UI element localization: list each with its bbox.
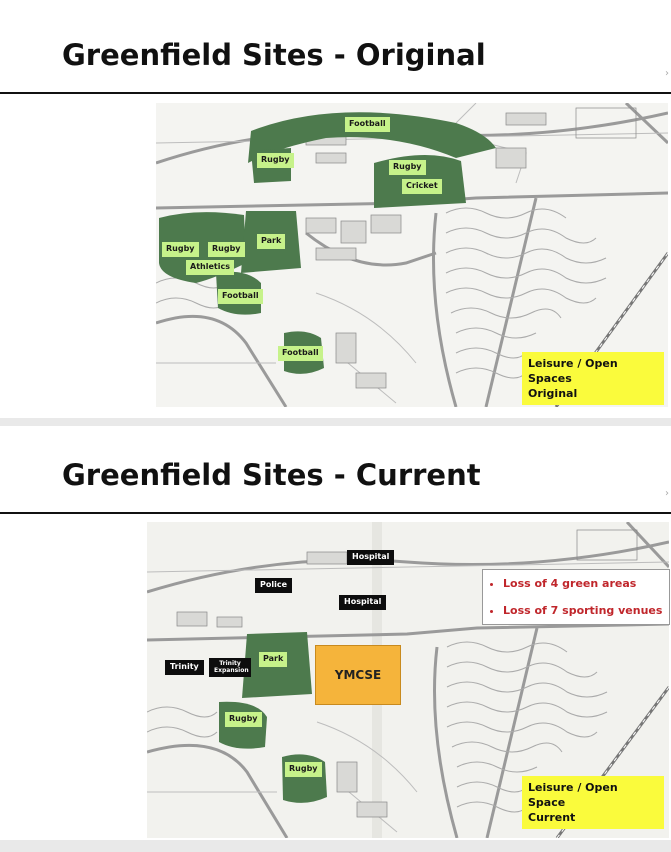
map-label: Park	[257, 234, 285, 249]
title-divider	[0, 512, 671, 514]
loss-note: • Loss of 7 sporting venues	[503, 604, 669, 617]
legend-line: Original	[528, 387, 578, 400]
map-label: Rugby	[225, 712, 262, 727]
map-label: Football	[345, 117, 390, 132]
slide-current	[0, 426, 671, 840]
legend-line: Current	[528, 811, 576, 824]
loss-note: • Loss of 4 green areas	[503, 577, 669, 590]
map-label: Rugby	[257, 153, 294, 168]
loss-notes	[482, 569, 670, 625]
legend-line: Leisure / Open Spaces	[528, 357, 618, 385]
ymcse-development: YMCSE	[315, 645, 401, 705]
map-label: Trinity Expansion	[209, 658, 251, 677]
map-label: Rugby	[208, 242, 245, 257]
map-label: Athletics	[186, 260, 234, 275]
map-label: Rugby	[389, 160, 426, 175]
map-legend	[522, 352, 664, 405]
slide-title: Greenfield Sites - Current	[62, 458, 481, 492]
map-label: Football	[278, 346, 323, 361]
chevron-right-icon: ›	[665, 68, 669, 79]
slide-title: Greenfield Sites - Original	[62, 38, 486, 72]
map-legend	[522, 776, 664, 829]
map-label: Cricket	[402, 179, 442, 194]
slide-original	[0, 0, 671, 418]
map-label: Rugby	[285, 762, 322, 777]
map-label: Hospital	[339, 595, 386, 610]
map-label: Trinity	[165, 660, 204, 675]
map-label: Police	[255, 578, 292, 593]
map-label: Hospital	[347, 550, 394, 565]
map-label: Park	[259, 652, 287, 667]
title-divider	[0, 92, 671, 94]
legend-line: Leisure / Open Space	[528, 781, 618, 809]
chevron-right-icon: ›	[665, 488, 669, 499]
map-label: Rugby	[162, 242, 199, 257]
map-label: Football	[218, 289, 263, 304]
